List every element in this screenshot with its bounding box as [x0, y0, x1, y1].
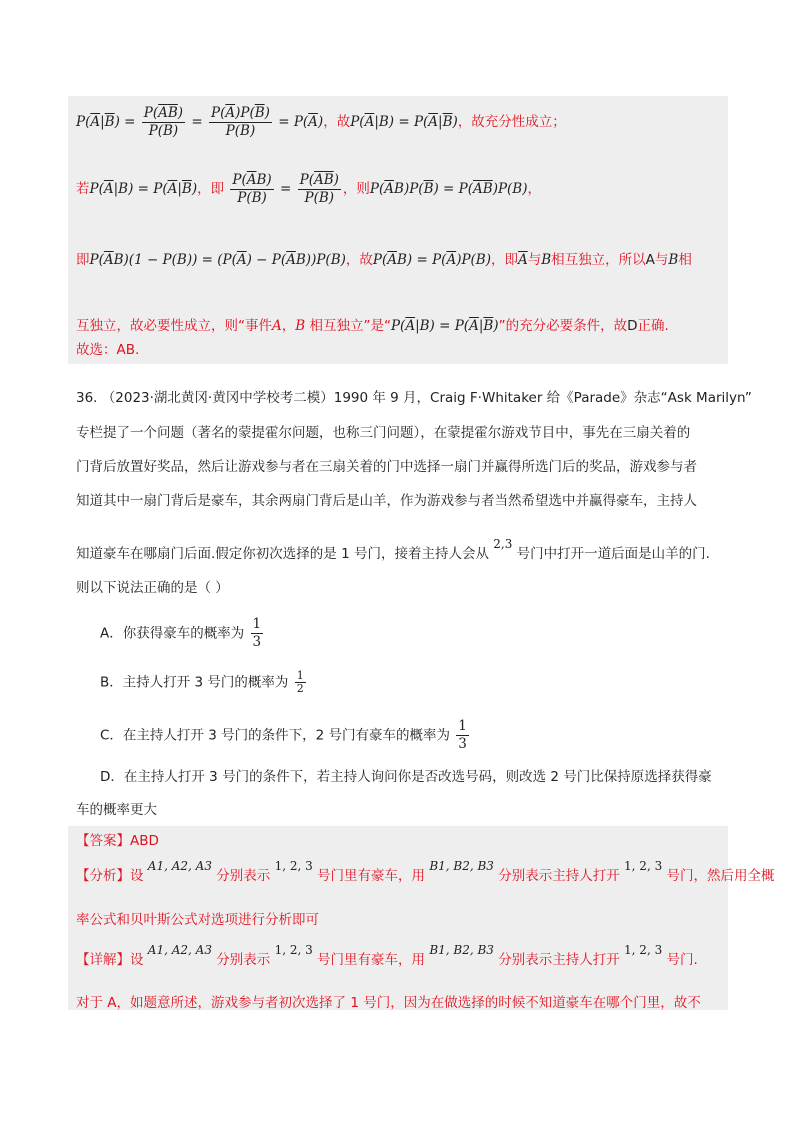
door-numbers-formula: 1, 2, 3 [624, 943, 663, 957]
solution-line-1 [76, 105, 566, 140]
analysis-line-2: 率公式和贝叶斯公式对选项进行分析即可 [76, 912, 319, 928]
formula: $P(\overline{A}B)(1 - P(B)) = (P(\overline{A}) - P(\overline{A}B))P(B)$ [89, 252, 346, 268]
question-line-5 [76, 537, 710, 564]
door-set-formula: 2,3 [493, 537, 513, 551]
solution-text: ，故充分性成立； [457, 114, 566, 130]
events-b-formula: B1, B2, B3 [429, 859, 494, 873]
solution-line-2 [76, 172, 541, 207]
detail-label: 【详解】 [76, 952, 130, 968]
solution-text: ，故 [345, 252, 373, 268]
option-c-fraction: $\frac{1}{3}$ [458, 718, 467, 752]
analysis-line-1: 【分析】设 A1, A2, A3 分别表示 1, 2, 3 号门里有豪车，用 B1, B2, B3 分别表示主持人打开 1, 2, 3 号门，然后用全概 [76, 859, 775, 884]
solution-text: ，故 [323, 114, 351, 130]
question-source: （2023·湖北黄冈·黄冈中学校考二模） [101, 390, 334, 406]
solution-text: ，即 [491, 252, 518, 268]
question-number: 36. [76, 390, 98, 406]
events-a-formula: A1, A2, A3 [147, 943, 212, 957]
solution-text: 若 [76, 181, 90, 197]
solution-text: 与 [527, 252, 542, 268]
detail-line-2: 对于 A，如题意所述，游戏参与者初次选择了 1 号门，因为在做选择的时候不知道豪车在哪个门里，故不 [76, 995, 701, 1011]
solution-text: 与 [654, 252, 669, 268]
formula: $P(\overline{A}|B) = P(\overline{A}|\overline{B})$ [350, 114, 458, 130]
option-a-label: A．你获得豪车的概率为 [100, 625, 245, 642]
question-text: 知道豪车在哪扇门后面.假定你初次选择的是 1 号门，接着主持人会从 [76, 546, 489, 562]
solution-text: 相 [678, 252, 692, 268]
solution-line-3: 即$P(\overline{A}B)(1 - P(B)) = (P(\overline{A}) - P(\overline{A}B))P(B)$，故$P(\overline{A}B) = P(\overline{A})P(B)$，即$\overline{A}$与B相互独立，所以A与B相 [76, 252, 692, 268]
question-text: 号门中打开一道后面是山羊的门. [516, 546, 710, 562]
detail-line-1: 【详解】设 A1, A2, A3 分别表示 1, 2, 3 号门里有豪车，用 B1, B2, B3 分别表示主持人打开 1, 2, 3 号门. [76, 943, 698, 968]
question-line-6: 则以下说法正确的是（ ） [76, 580, 229, 596]
question-text: 1990 年 9 月，Craig F·Whitaker 给《Parade》杂志“Ask Marilyn” [333, 390, 752, 406]
option-d: D．在主持人打开 3 号门的条件下，若主持人询问你是否改选号码，则改选 2 号门比保持原选择获得豪 [100, 769, 712, 785]
door-numbers-formula: 1, 2, 3 [274, 859, 313, 873]
formula: $P(\overline{A}|B) = P(\overline{A}|\overline{B})$ [390, 318, 499, 334]
option-b-fraction: $\frac{1}{2}$ [296, 669, 304, 695]
option-d-continued: 车的概率更大 [76, 802, 157, 818]
solution-text: 互独立，故必要性成立，则“事件 [76, 318, 272, 334]
solution-text: 相互独立”是“ [309, 318, 391, 334]
solution-text: 即 [76, 252, 90, 268]
option-c-label: C．在主持人打开 3 号门的条件下，2 号门有豪车的概率为 [100, 727, 450, 744]
solution-text: ”的充分必要条件，故 [498, 318, 628, 334]
formula: $P(\overline{A}B)P(\overline{B}) = P(\overline{A}\overline{B})P(B)$ [369, 181, 528, 197]
solution-text: ，即 [197, 181, 225, 197]
solution-conclusion: 故选：AB. [76, 342, 140, 358]
door-numbers-formula: 1, 2, 3 [624, 859, 663, 873]
formula-fraction-equation: $\frac{P(\overline{A}B)}{P(B)}$ = $\frac{P(\overline{A}\overline{B})}{P(\overline{B})}$ [232, 172, 339, 206]
answer-label: 【答案】 [76, 833, 130, 849]
analysis-label: 【分析】 [76, 868, 130, 884]
formula: $P(\overline{A}|B) = P(\overline{A}|\overline{B})$ [89, 181, 198, 197]
question-line-3: 门背后放置好奖品，然后让游戏参与者在三扇关着的门中选择一扇门并赢得所选门后的奖品，游戏参与者 [76, 459, 697, 475]
events-b-formula: B1, B2, B3 [429, 943, 494, 957]
solution-text: 正确. [637, 318, 669, 334]
solution-text: ， [527, 181, 541, 197]
door-numbers-formula: 1, 2, 3 [274, 943, 313, 957]
solution-text: ，则 [342, 181, 370, 197]
solution-text: ， [281, 318, 296, 334]
events-a-formula: A1, A2, A3 [147, 859, 212, 873]
answer-value: ABD [130, 833, 159, 849]
solution-line-4: 互独立，故必要性成立，则“事件A，B 相互独立”是“$P(\overline{A}|B) = P(\overline{A}|\overline{B})$”的充分必要条件，故D正确. [76, 318, 669, 334]
option-a-fraction: $\frac{1}{3}$ [252, 616, 262, 650]
question-line-2: 专栏提了一个问题（著名的蒙提霍尔问题，也称三门问题），在蒙提霍尔游戏节目中，事先在三扇关着的 [76, 425, 691, 441]
answer-line [76, 831, 159, 851]
option-b-label: B．主持人打开 3 号门的概率为 [100, 674, 289, 691]
question-line-1 [76, 388, 752, 408]
option-c [100, 718, 471, 753]
formula-conditional-prob: $P(\overline{A}|\overline{B})$ = $\frac{P(\overline{A}\overline{B})}{P(\overline{B})}$ = $\frac{P(\overline{A})P(\overline{B})}{P(\overline{B})}$ = $P(\overline{A})$ [76, 105, 324, 139]
formula: $P(\overline{A}B) = P(\overline{A})P(B)$ [372, 252, 491, 268]
solution-text: 相互独立，所以 [551, 252, 646, 268]
option-a [100, 616, 265, 651]
question-line-4: 知道其中一扇门背后是豪车，其余两扇门背后是山羊，作为游戏参与者当然希望选中并赢得豪车，主持人 [76, 493, 697, 509]
option-b [100, 670, 308, 695]
